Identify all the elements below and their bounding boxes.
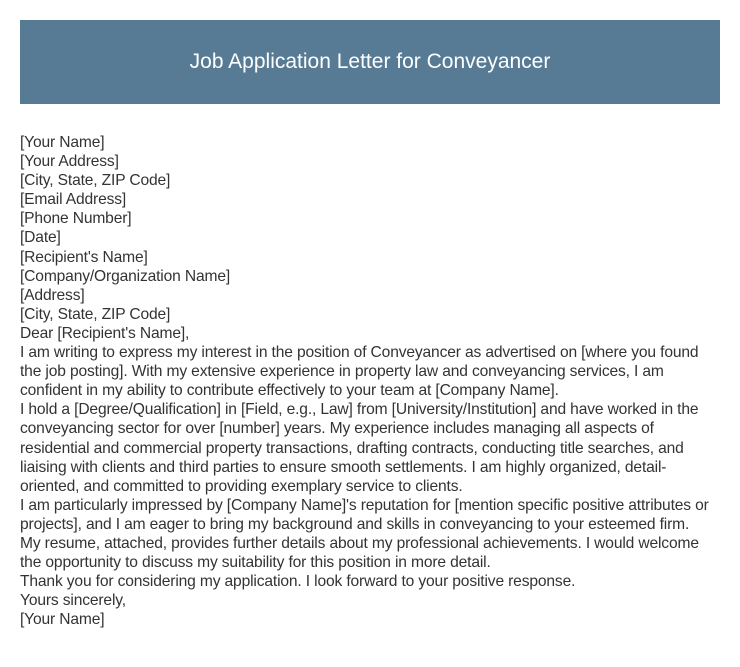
recipient-company: [Company/Organization Name] [20,267,231,285]
sender-address: [Your Address] [20,153,119,171]
closing: Yours sincerely, [20,592,126,610]
paragraph-thanks: Thank you for considering my application. I look forward to your positive response. [20,573,576,591]
paragraph-intro: I am writing to express my interest in the position of Conveyancer as advertised on [where you found the job posting]. With my extensive experience in property law and conveyancing services, I am confident in my ability to contribute effectively to your team at [Company Name]. [20,344,699,400]
letter-body [20,133,720,629]
recipient-address: [Address] [20,286,85,304]
sender-city-state-zip: [City, State, ZIP Code] [20,172,171,190]
salutation: Dear [Recipient's Name], [20,324,190,342]
paragraph-resume: My resume, attached, provides further details about my professional achievements. I would welcome the opportunity to discuss my suitability for this position in more detail. [20,534,699,572]
paragraph-experience: I hold a [Degree/Qualification] in [Field, e.g., Law] from [University/Institution] and have worked in the conveyancing sector for over [number] years. My experience includes managing all aspects of residential and commercial property transactions, drafting contracts, conducting title searches, and liaising with clients and third parties to ensure smooth settlements. I am highly organized, detail-oriented, and committed to providing exemplary service to clients. [20,401,699,495]
letter-date: [Date] [20,229,61,247]
paragraph-company-interest: I am particularly impressed by [Company Name]'s reputation for [mention specific positive attributes or projects], and I am eager to bring my background and skills in conveyancing to your esteemed firm. [20,496,709,533]
page-title: Job Application Letter for Conveyancer [189,50,551,73]
signature: [Your Name] [20,611,105,629]
recipient-block [20,248,720,324]
page-header [20,20,720,104]
sender-block [20,133,720,228]
sender-email: [Email Address] [20,191,127,209]
recipient-name: [Recipient's Name] [20,248,148,266]
recipient-city-state-zip: [City, State, ZIP Code] [20,305,171,323]
sender-name: [Your Name] [20,134,105,151]
sender-phone: [Phone Number] [20,210,132,228]
